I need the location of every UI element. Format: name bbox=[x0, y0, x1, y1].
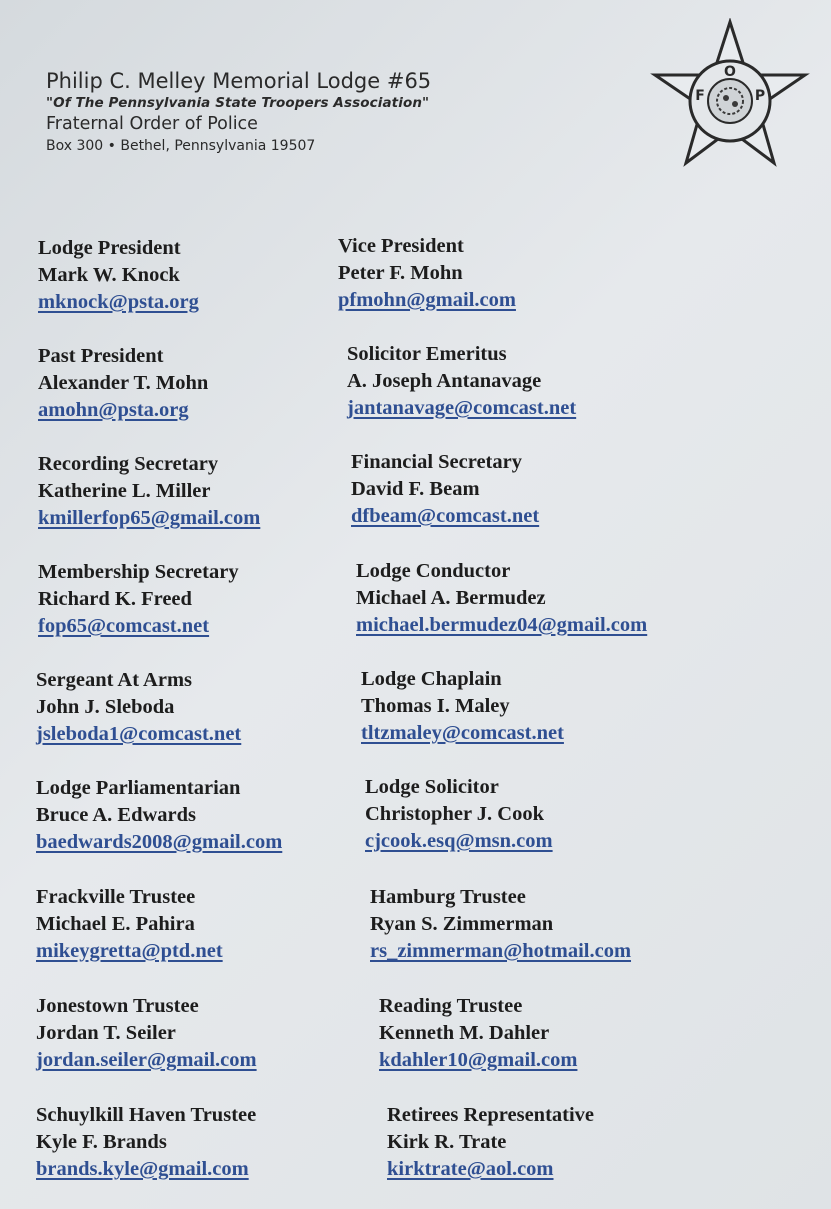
officer-entry bbox=[387, 1102, 747, 1183]
officer-role: Lodge President bbox=[38, 237, 181, 259]
officer-email-link[interactable]: jordan.seiler@gmail.com bbox=[36, 1049, 257, 1071]
officer-email-link[interactable]: brands.kyle@gmail.com bbox=[36, 1158, 249, 1180]
officer-email-link[interactable]: rs_zimmerman@hotmail.com bbox=[370, 940, 632, 962]
officer-name: Ryan S. Zimmerman bbox=[370, 913, 554, 935]
officer-entry bbox=[36, 667, 396, 748]
officer-role: Frackville Trustee bbox=[36, 886, 196, 908]
officer-email-link[interactable]: kdahler10@gmail.com bbox=[379, 1049, 578, 1071]
officer-entry bbox=[370, 884, 730, 965]
officer-email-link[interactable]: baedwards2008@gmail.com bbox=[36, 831, 283, 853]
officer-name: Bruce A. Edwards bbox=[36, 804, 197, 826]
officer-name: Michael A. Bermudez bbox=[356, 587, 546, 609]
fop-star-emblem-icon bbox=[648, 18, 812, 168]
letterhead bbox=[46, 68, 431, 157]
officer-email-link[interactable]: mknock@psta.org bbox=[38, 291, 199, 313]
logo-letter-o: O bbox=[724, 64, 736, 80]
officer-role: Lodge Chaplain bbox=[361, 668, 502, 690]
officer-email-link[interactable]: fop65@comcast.net bbox=[38, 615, 210, 637]
officer-email-link[interactable]: mikeygretta@ptd.net bbox=[36, 940, 223, 962]
officer-role: Recording Secretary bbox=[38, 453, 219, 475]
officer-entry bbox=[356, 558, 716, 639]
officer-name: Kirk R. Trate bbox=[387, 1131, 507, 1153]
officer-entry bbox=[36, 993, 396, 1074]
officer-name: David F. Beam bbox=[351, 478, 480, 500]
officer-entry bbox=[36, 884, 396, 965]
officer-email-link[interactable]: amohn@psta.org bbox=[38, 399, 189, 421]
officer-email-link[interactable]: kirktrate@aol.com bbox=[387, 1158, 554, 1180]
officer-entry bbox=[36, 1102, 396, 1183]
officer-email-link[interactable]: jantanavage@comcast.net bbox=[347, 397, 577, 419]
officer-name: Christopher J. Cook bbox=[365, 803, 545, 825]
officer-entry bbox=[38, 451, 398, 532]
officer-entry bbox=[38, 559, 398, 640]
lodge-title: Philip C. Melley Memorial Lodge #65 bbox=[46, 69, 432, 93]
officer-role: Retirees Representative bbox=[387, 1104, 595, 1126]
officer-role: Lodge Parliamentarian bbox=[36, 777, 241, 799]
officer-email-link[interactable]: kmillerfop65@gmail.com bbox=[38, 507, 261, 529]
officer-role: Financial Secretary bbox=[351, 451, 522, 473]
officer-name: A. Joseph Antanavage bbox=[347, 370, 542, 392]
officer-role: Lodge Solicitor bbox=[365, 776, 499, 798]
officer-role: Reading Trustee bbox=[379, 995, 523, 1017]
lodge-subtitle: "Of The Pennsylvania State Troopers Association" bbox=[46, 95, 430, 111]
logo-letter-p: P bbox=[754, 88, 766, 104]
officer-entry bbox=[338, 233, 698, 314]
officer-role: Schuylkill Haven Trustee bbox=[36, 1104, 257, 1126]
officer-name: Kenneth M. Dahler bbox=[379, 1022, 550, 1044]
officer-email-link[interactable]: tltzmaley@comcast.net bbox=[361, 722, 564, 744]
officer-name: Peter F. Mohn bbox=[338, 262, 463, 284]
officer-name: Alexander T. Mohn bbox=[38, 372, 209, 394]
officer-entry bbox=[351, 449, 711, 530]
officer-name: Kyle F. Brands bbox=[36, 1131, 167, 1153]
officer-email-link[interactable]: jsleboda1@comcast.net bbox=[36, 723, 242, 745]
officer-name: Michael E. Pahira bbox=[36, 913, 195, 935]
officer-role: Jonestown Trustee bbox=[36, 995, 199, 1017]
officer-name: Thomas I. Maley bbox=[361, 695, 510, 717]
officer-entry bbox=[379, 993, 739, 1074]
officer-role: Vice President bbox=[338, 235, 464, 257]
officer-email-link[interactable]: michael.bermudez04@gmail.com bbox=[356, 614, 648, 636]
officer-entry bbox=[38, 343, 398, 424]
officer-role: Lodge Conductor bbox=[356, 560, 511, 582]
officer-entry bbox=[365, 774, 725, 855]
officer-role: Past President bbox=[38, 345, 164, 367]
officer-email-link[interactable]: pfmohn@gmail.com bbox=[338, 289, 516, 311]
officer-name: John J. Sleboda bbox=[36, 696, 175, 718]
organization-name: Fraternal Order of Police bbox=[46, 114, 258, 134]
officer-email-link[interactable]: dfbeam@comcast.net bbox=[351, 505, 540, 527]
officer-name: Mark W. Knock bbox=[38, 264, 180, 286]
officer-email-link[interactable]: cjcook.esq@msn.com bbox=[365, 830, 553, 852]
lodge-address: Box 300 • Bethel, Pennsylvania 19507 bbox=[46, 138, 316, 154]
officer-role: Sergeant At Arms bbox=[36, 669, 193, 691]
officer-entry bbox=[347, 341, 707, 422]
officer-role: Solicitor Emeritus bbox=[347, 343, 507, 365]
officer-entry bbox=[36, 775, 396, 856]
logo-letter-f: F bbox=[695, 88, 705, 104]
officer-role: Hamburg Trustee bbox=[370, 886, 526, 908]
officer-entry bbox=[361, 666, 721, 747]
officer-name: Katherine L. Miller bbox=[38, 480, 211, 502]
officer-name: Jordan T. Seiler bbox=[36, 1022, 176, 1044]
officer-role: Membership Secretary bbox=[38, 561, 239, 583]
officer-name: Richard K. Freed bbox=[38, 588, 192, 610]
